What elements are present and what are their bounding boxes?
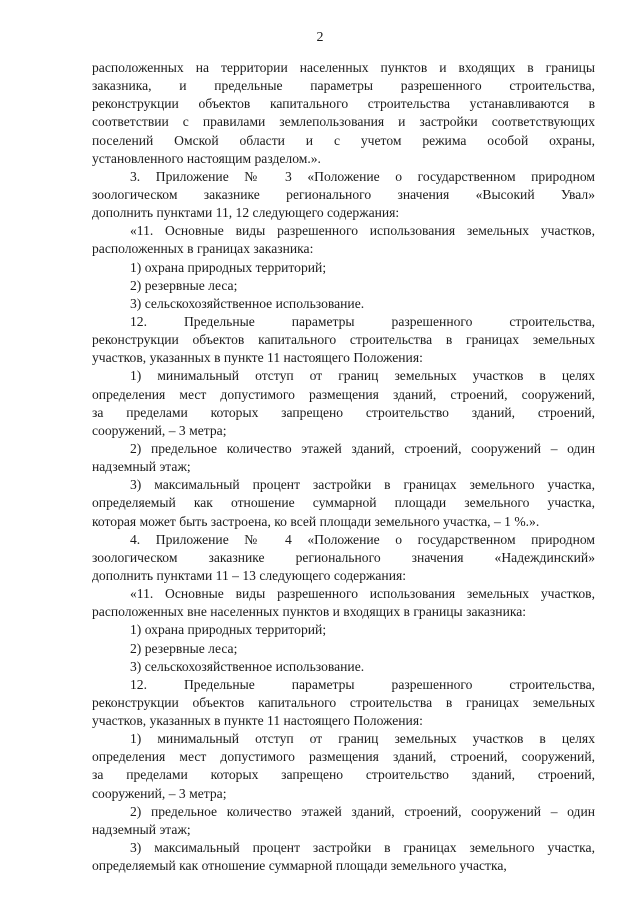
paragraph-line: определяемый как отношение суммарной площади земельного участка, xyxy=(92,495,595,511)
paragraph xyxy=(92,367,595,440)
paragraph-line: 1) минимальный отступ от границ земельных участков в целях xyxy=(130,731,595,747)
paragraph xyxy=(92,476,595,530)
paragraph xyxy=(92,621,595,639)
paragraph-line: реконструкции объектов капитального строительства в границах земельных xyxy=(92,332,595,348)
paragraph xyxy=(92,295,595,313)
paragraph-line: расположенных вне населенных пунктов и входящих в границы заказника: xyxy=(92,604,527,620)
paragraph-line: 3. Приложение № 3 «Положение о государственном природном xyxy=(130,168,595,184)
paragraph-line: надземный этаж; xyxy=(92,459,191,475)
paragraph-line: реконструкции объектов капитального строительства в границах земельных xyxy=(92,694,595,710)
paragraph-line: поселений Омской области и с учетом режима особой охраны, xyxy=(92,132,595,148)
page-number: 2 xyxy=(316,30,324,45)
paragraph-line: зоологическом заказнике регионального значения «Высокий Увал» xyxy=(92,186,595,202)
paragraph-line: 3) сельскохозяйственное использование. xyxy=(130,658,365,674)
paragraph-line: соответствии с правилами землепользования и застройки соответствующих xyxy=(92,114,595,130)
paragraph-line: расположенных в границах заказника: xyxy=(92,241,314,257)
paragraph-line: 3) сельскохозяйственное использование. xyxy=(130,295,365,311)
paragraph xyxy=(92,585,595,621)
paragraph-line: 1) минимальный отступ от границ земельных участков в целях xyxy=(130,368,595,384)
paragraph-line: 12. Предельные параметры разрешенного строительства, xyxy=(130,313,595,329)
paragraph xyxy=(92,259,595,277)
paragraph-line: заказника, и предельные параметры разрешенного строительства, xyxy=(92,78,595,94)
paragraph xyxy=(92,59,595,168)
paragraph-line: зоологическом заказнике регионального значения «Надеждинский» xyxy=(92,549,595,565)
paragraph xyxy=(92,531,595,585)
paragraph-line: реконструкции объектов капитального строительства устанавливаются в xyxy=(92,96,595,112)
paragraph-line: «11. Основные виды разрешенного использования земельных участков, xyxy=(130,223,595,239)
paragraph-line: за пределами которых запрещено строительство зданий, строений, xyxy=(92,404,595,420)
paragraph-line: 2) резервные леса; xyxy=(130,277,238,293)
paragraph-line: 12. Предельные параметры разрешенного строительства, xyxy=(130,676,595,692)
paragraph-line: 3) максимальный процент застройки в границах земельного участка, xyxy=(130,477,595,493)
paragraph-line: 2) предельное количество этажей зданий, строений, сооружений – один xyxy=(130,803,595,819)
paragraph-line: определения мест допустимого размещения зданий, строений, сооружений, xyxy=(92,749,595,765)
paragraph xyxy=(92,676,595,730)
paragraph-line: определения мест допустимого размещения зданий, строений, сооружений, xyxy=(92,386,595,402)
paragraph-line: дополнить пунктами 11 – 13 следующего содержания: xyxy=(92,567,407,583)
paragraph-line: 1) охрана природных территорий; xyxy=(130,622,327,638)
paragraph-line: определяемый как отношение суммарной площади земельного участка, xyxy=(92,858,507,874)
paragraph-line: участков, указанных в пункте 11 настоящего Положения: xyxy=(92,713,423,729)
paragraph-line: 4. Приложение № 4 «Положение о государственном природном xyxy=(130,531,595,547)
paragraph xyxy=(92,313,595,367)
paragraph-line: дополнить пунктами 11, 12 следующего содержания: xyxy=(92,205,400,221)
paragraph-line: за пределами которых запрещено строительство зданий, строений, xyxy=(92,767,595,783)
paragraph-line: 2) предельное количество этажей зданий, строений, сооружений – один xyxy=(130,440,595,456)
paragraph xyxy=(92,440,595,476)
paragraph xyxy=(92,803,595,839)
paragraph-line: участков, указанных в пункте 11 настоящего Положения: xyxy=(92,350,423,366)
paragraph-line: сооружений, – 3 метра; xyxy=(92,422,227,438)
paragraph-line: 3) максимальный процент застройки в границах земельного участка, xyxy=(130,840,595,856)
paragraph xyxy=(92,222,595,258)
paragraph xyxy=(92,658,595,676)
document-body xyxy=(92,59,595,875)
paragraph-line: которая может быть застроена, ко всей площади земельного участка, – 1 %.». xyxy=(92,513,540,529)
paragraph-line: «11. Основные виды разрешенного использования земельных участков, xyxy=(130,586,595,602)
paragraph-line: установленного настоящим разделом.». xyxy=(92,150,321,166)
paragraph xyxy=(92,640,595,658)
paragraph-line: сооружений, – 3 метра; xyxy=(92,785,227,801)
paragraph-line: расположенных на территории населенных пунктов и входящих в границы xyxy=(92,60,595,75)
paragraph-line: 2) резервные леса; xyxy=(130,640,238,656)
paragraph xyxy=(92,730,595,803)
paragraph xyxy=(92,168,595,222)
paragraph-line: 1) охрана природных территорий; xyxy=(130,259,327,275)
paragraph xyxy=(92,839,595,875)
paragraph-line: надземный этаж; xyxy=(92,821,191,837)
paragraph xyxy=(92,277,595,295)
